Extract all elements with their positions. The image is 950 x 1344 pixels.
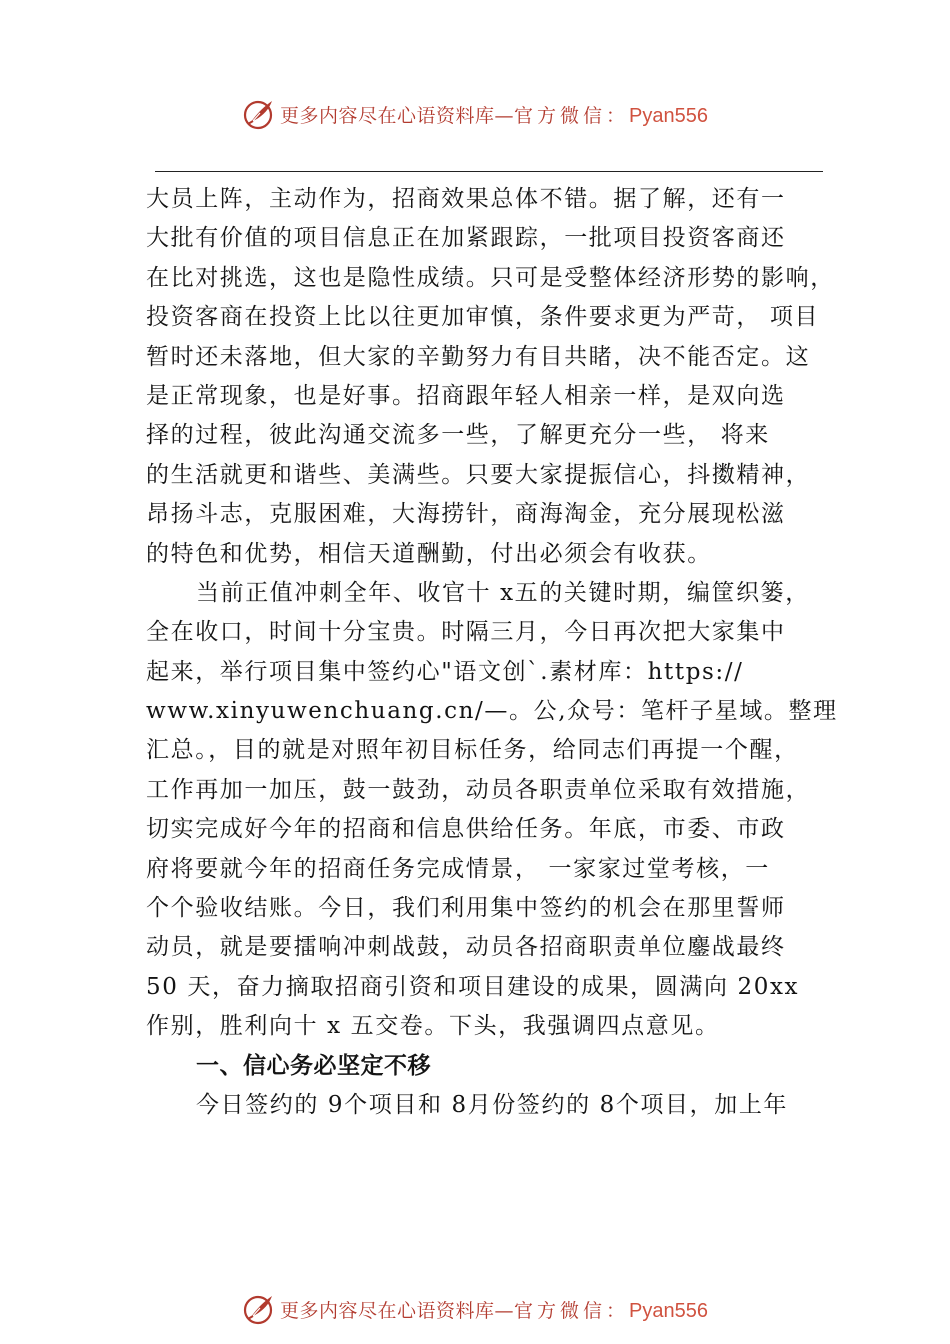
body-line: 50 天，奋力摘取招商引资和项目建设的成果，圆满向 20xx xyxy=(146,973,800,1000)
body-line: 的特色和优势，相信天道酬勤，付出必须会有收获。 xyxy=(146,540,712,567)
body-line: 昂扬斗志，克服困难，大海捞针，商海淘金，充分展现松滋 xyxy=(146,501,786,528)
footer-wechat-label: 官方微信： xyxy=(514,1299,630,1322)
footer-wechat-id: Pyan556 xyxy=(629,1299,708,1322)
footer-banner xyxy=(0,1289,950,1329)
body-line: 作别，胜利向十 x 五交卷。下头，我强调四点意见。 xyxy=(146,1013,720,1040)
quill-logo-icon xyxy=(242,97,276,131)
header-separator: — xyxy=(494,104,515,127)
footer-separator: — xyxy=(494,1299,515,1322)
header-banner xyxy=(0,94,950,134)
paragraph-start-line: 今日签约的 9个项目和 8月份签约的 8个项目，加上年 xyxy=(196,1091,789,1118)
header-wechat-id: Pyan556 xyxy=(629,104,708,127)
body-line: www.xinyuwenchuang.cn/—。公,众号：笔杆子星域。整理 xyxy=(146,698,838,725)
section-heading: 一、信心务必坚定不移 xyxy=(196,1052,431,1079)
header-text xyxy=(280,101,708,128)
body-line: 在比对挑选，这也是隐性成绩。只可是受整体经济形势的影响， xyxy=(146,264,835,291)
header-divider xyxy=(155,171,823,172)
body-line: 府将要就今年的招商任务完成情景， 一家家过堂考核，一 xyxy=(146,855,770,882)
body-line: 暂时还未落地，但大家的辛勤努力有目共睹，决不能否定。这 xyxy=(146,343,811,370)
body-line: 起来，举行项目集中签约心"语文创`.素材库：https:// xyxy=(146,658,744,685)
header-brand: 更多内容尽在心语资料库 xyxy=(280,104,495,127)
footer-text xyxy=(280,1296,708,1323)
header-wechat-label: 官方微信： xyxy=(514,104,630,127)
body-line: 个个验收结账。今日，我们利用集中签约的机会在那里誓师 xyxy=(146,895,786,922)
body-line: 大批有价值的项目信息正在加紧跟踪，一批项目投资客商还 xyxy=(146,225,786,252)
body-line: 汇总。，目的就是对照年初目标任务，给同志们再提一个醒， xyxy=(146,737,799,764)
body-line: 全在收口，时间十分宝贵。时隔三月，今日再次把大家集中 xyxy=(146,619,786,646)
body-line: 切实完成好今年的招商和信息供给任务。年底，市委、市政 xyxy=(146,816,786,843)
body-line: 的生活就更和谐些、美满些。只要大家提振信心，抖擞精神， xyxy=(146,461,811,488)
body-line: 是正常现象，也是好事。招商跟年轻人相亲一样，是双向选 xyxy=(146,382,786,409)
body-line: 动员，就是要擂响冲刺战鼓，动员各招商职责单位鏖战最终 xyxy=(146,934,786,961)
body-line: 择的过程，彼此沟通交流多一些，了解更充分一些， 将来 xyxy=(146,422,770,449)
body-line: 投资客商在投资上比以往更加审慎，条件要求更为严苛， 项目 xyxy=(146,304,820,331)
body-line: 工作再加一加压，鼓一鼓劲，动员各职责单位采取有效措施， xyxy=(146,776,811,803)
footer-brand: 更多内容尽在心语资料库 xyxy=(280,1299,495,1322)
quill-logo-icon xyxy=(242,1292,276,1326)
paragraph-start-line: 当前正值冲刺全年、收官十 x五的关键时期，编筐织篓， xyxy=(196,579,810,606)
body-line: 大员上阵，主动作为，招商效果总体不错。据了解，还有一 xyxy=(146,186,786,212)
document-body xyxy=(146,180,836,1125)
